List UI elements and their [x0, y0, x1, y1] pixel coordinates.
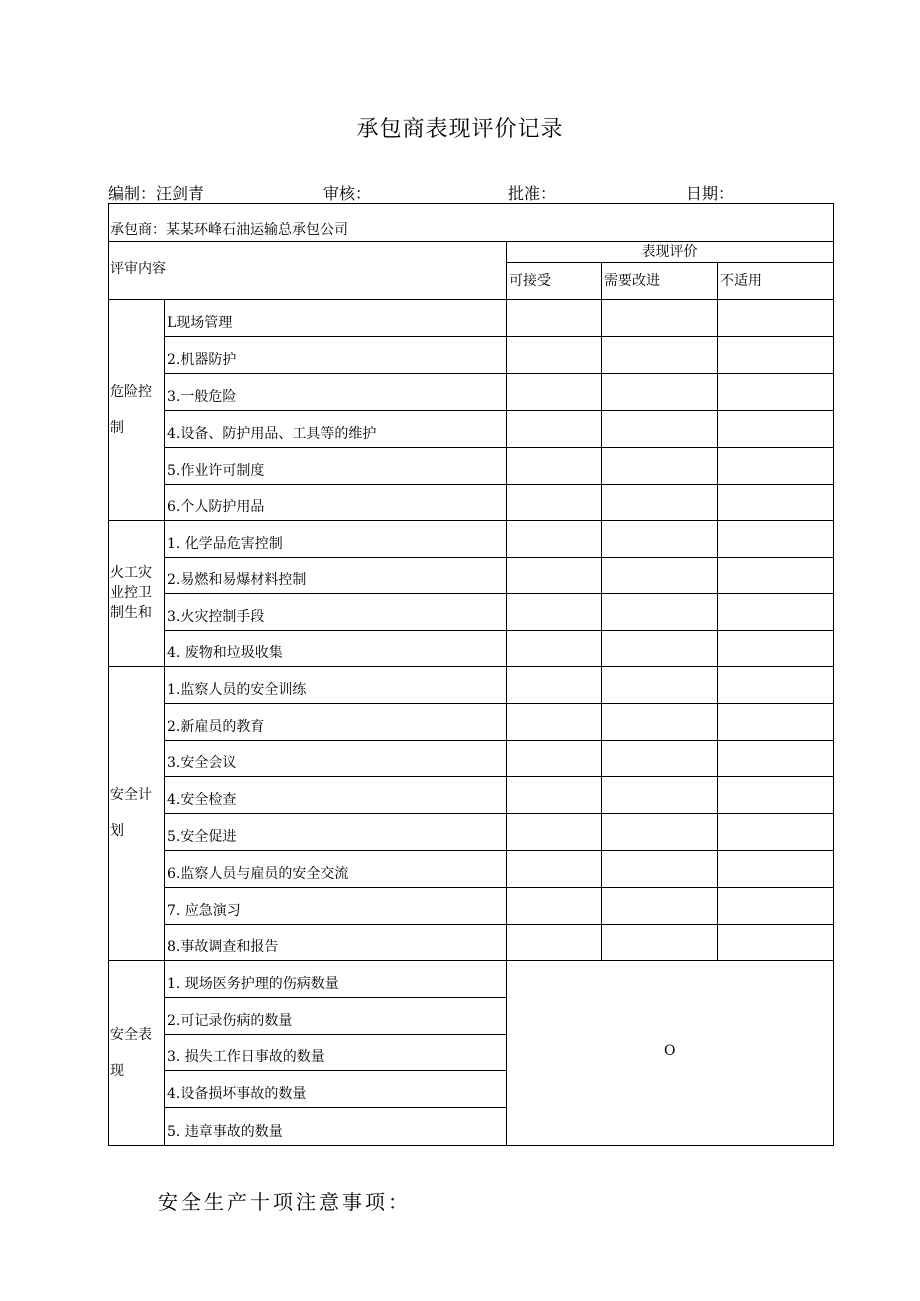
- not-applicable-cell[interactable]: [718, 337, 833, 373]
- section-category-label: 安全表: [110, 1026, 152, 1043]
- table-rule: [164, 1034, 506, 1035]
- acceptable-cell[interactable]: [507, 851, 601, 887]
- evaluation-header: 表现评价: [641, 244, 698, 260]
- review-item: 5.作业许可制度: [167, 463, 265, 479]
- needs-improvement-cell[interactable]: [602, 888, 717, 924]
- column-not-applicable: 不适用: [720, 273, 762, 289]
- acceptable-cell[interactable]: [507, 594, 601, 630]
- table-border-left: [108, 203, 109, 1145]
- needs-improvement-cell[interactable]: [602, 521, 717, 557]
- review-item: 2.机器防护: [167, 352, 237, 368]
- acceptable-cell[interactable]: [507, 448, 601, 484]
- acceptable-cell[interactable]: [507, 925, 601, 960]
- table-rule: [506, 241, 507, 299]
- table-rule: [164, 960, 165, 1145]
- table-rule: [164, 1070, 506, 1071]
- not-applicable-cell[interactable]: [718, 888, 833, 924]
- not-applicable-cell[interactable]: [718, 777, 833, 813]
- review-item: 1. 现场医务护理的伤病数量: [167, 976, 339, 992]
- review-item: 3.火灾控制手段: [167, 609, 265, 625]
- review-item: 6.个人防护用品: [167, 499, 265, 515]
- needs-improvement-cell[interactable]: [602, 741, 717, 776]
- review-content-header: 评审内容: [110, 261, 166, 277]
- not-applicable-cell[interactable]: [718, 485, 833, 520]
- section-divider: [108, 960, 833, 961]
- date-label: 日期：: [686, 184, 735, 203]
- acceptable-cell[interactable]: [507, 337, 601, 373]
- needs-improvement-cell[interactable]: [602, 337, 717, 373]
- not-applicable-cell[interactable]: [718, 594, 833, 630]
- review-item: 4. 废物和垃圾收集: [167, 645, 283, 661]
- table-border-right: [833, 203, 834, 1145]
- not-applicable-cell[interactable]: [718, 667, 833, 703]
- not-applicable-cell[interactable]: [718, 631, 833, 666]
- merged-evaluation-value: O: [664, 1043, 676, 1059]
- section-category-label: 现: [110, 1062, 124, 1079]
- reviewer-label: 审核：: [323, 184, 372, 203]
- section-category-label: 火工灾: [110, 565, 152, 581]
- acceptable-cell[interactable]: [507, 485, 601, 520]
- acceptable-cell[interactable]: [507, 888, 601, 924]
- acceptable-cell[interactable]: [507, 374, 601, 410]
- not-applicable-cell[interactable]: [718, 374, 833, 410]
- review-item: 3.安全会议: [167, 755, 237, 771]
- section-category-label: 安全计: [110, 787, 152, 803]
- not-applicable-cell[interactable]: [718, 558, 833, 593]
- acceptable-cell[interactable]: [507, 558, 601, 593]
- review-item: 7. 应急演习: [167, 903, 241, 919]
- needs-improvement-cell[interactable]: [602, 300, 717, 336]
- table-border-top: [108, 203, 833, 204]
- acceptable-cell[interactable]: [507, 300, 601, 336]
- review-item: 1.监察人员的安全训练: [167, 682, 307, 698]
- table-rule: [506, 960, 507, 1145]
- compiler-label: 编制：汪剑青: [108, 184, 205, 203]
- table-rule: [164, 1107, 506, 1108]
- needs-improvement-cell[interactable]: [602, 631, 717, 666]
- needs-improvement-cell[interactable]: [602, 411, 717, 447]
- review-item: 6.监察人员与雇员的安全交流: [167, 866, 349, 882]
- acceptable-cell[interactable]: [507, 814, 601, 850]
- not-applicable-cell[interactable]: [718, 704, 833, 740]
- contractor-name: 承包商：某某环峰石油运输总承包公司: [110, 222, 348, 238]
- acceptable-cell[interactable]: [507, 521, 601, 557]
- acceptable-cell[interactable]: [507, 411, 601, 447]
- not-applicable-cell[interactable]: [718, 521, 833, 557]
- review-item: 1. 化学品危害控制: [167, 536, 283, 552]
- not-applicable-cell[interactable]: [718, 300, 833, 336]
- acceptable-cell[interactable]: [507, 777, 601, 813]
- approver-label: 批准：: [508, 184, 557, 203]
- review-item: 3. 损失工作日事故的数量: [167, 1049, 325, 1065]
- table-rule: [506, 262, 833, 263]
- review-item: L现场管理: [167, 315, 233, 331]
- table-rule: [601, 262, 602, 299]
- section-category-label: 业控卫: [110, 585, 152, 601]
- needs-improvement-cell[interactable]: [602, 594, 717, 630]
- review-item: 4.设备、防护用品、工具等的维护: [167, 426, 377, 442]
- not-applicable-cell[interactable]: [718, 851, 833, 887]
- document-title: 承包商表现评价记录: [356, 117, 564, 142]
- needs-improvement-cell[interactable]: [602, 667, 717, 703]
- review-item: 4.安全检查: [167, 792, 237, 808]
- not-applicable-cell[interactable]: [718, 814, 833, 850]
- not-applicable-cell[interactable]: [718, 925, 833, 960]
- needs-improvement-cell[interactable]: [602, 558, 717, 593]
- review-item: 8.事故调查和报告: [167, 939, 279, 955]
- review-item: 3.一般危险: [167, 389, 237, 405]
- review-item: 2.可记录伤病的数量: [167, 1013, 293, 1029]
- column-needs-improvement: 需要改进: [604, 273, 660, 289]
- section-category-label: 划: [110, 823, 124, 839]
- acceptable-cell[interactable]: [507, 704, 601, 740]
- section-category-label: 危险控: [110, 383, 152, 400]
- review-item: 4.设备损坏事故的数量: [167, 1086, 307, 1102]
- evaluation-table: [108, 203, 833, 1145]
- needs-improvement-cell[interactable]: [602, 777, 717, 813]
- table-rule: [108, 241, 833, 242]
- review-item: 2.新雇员的教育: [167, 719, 265, 735]
- column-acceptable: 可接受: [509, 273, 551, 289]
- needs-improvement-cell[interactable]: [602, 374, 717, 410]
- table-border-bottom: [108, 1145, 834, 1146]
- not-applicable-cell[interactable]: [718, 741, 833, 776]
- not-applicable-cell[interactable]: [718, 411, 833, 447]
- review-item: 5. 违章事故的数量: [167, 1124, 283, 1140]
- not-applicable-cell[interactable]: [718, 448, 833, 484]
- table-rule: [164, 997, 506, 998]
- needs-improvement-cell[interactable]: [602, 448, 717, 484]
- acceptable-cell[interactable]: [507, 741, 601, 776]
- needs-improvement-cell[interactable]: [602, 814, 717, 850]
- footer-heading: 安全生产十项注意事项：: [158, 1190, 411, 1214]
- section-category-label: 制生和: [110, 605, 152, 621]
- needs-improvement-cell[interactable]: [602, 704, 717, 740]
- needs-improvement-cell[interactable]: [602, 925, 717, 960]
- acceptable-cell[interactable]: [507, 667, 601, 703]
- review-item: 2.易燃和易爆材料控制: [167, 572, 307, 588]
- table-rule: [717, 262, 718, 299]
- needs-improvement-cell[interactable]: [602, 851, 717, 887]
- section-category-label: 制: [110, 419, 124, 436]
- review-item: 5.安全促进: [167, 829, 237, 845]
- acceptable-cell[interactable]: [507, 631, 601, 666]
- needs-improvement-cell[interactable]: [602, 485, 717, 520]
